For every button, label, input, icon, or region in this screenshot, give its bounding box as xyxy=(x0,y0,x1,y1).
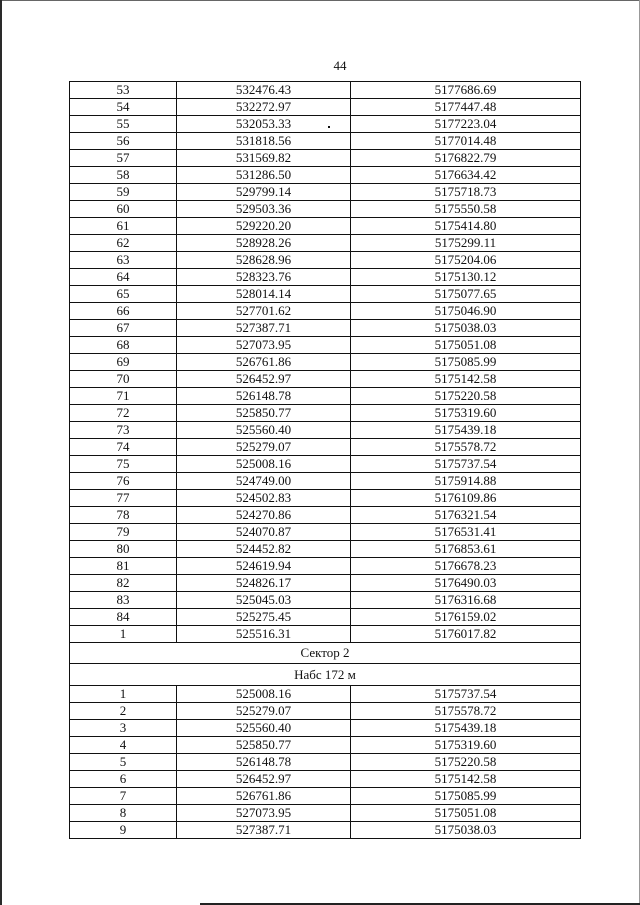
x-coordinate-cell: 529503.36 xyxy=(177,201,351,218)
y-coordinate-cell: 5176822.79 xyxy=(351,150,581,167)
table-row xyxy=(70,805,581,822)
table-row xyxy=(70,456,581,473)
y-coordinate-cell: 5175077.65 xyxy=(351,286,581,303)
table-row xyxy=(70,507,581,524)
table-row xyxy=(70,184,581,201)
table-row xyxy=(70,320,581,337)
y-coordinate-cell: 5175051.08 xyxy=(351,337,581,354)
point-number-cell: 56 xyxy=(70,133,177,150)
table-row xyxy=(70,490,581,507)
y-coordinate-cell: 5176159.02 xyxy=(351,609,581,626)
point-number-cell: 72 xyxy=(70,405,177,422)
y-coordinate-cell: 5176316.68 xyxy=(351,592,581,609)
point-number-cell: 73 xyxy=(70,422,177,439)
point-number-cell: 4 xyxy=(70,737,177,754)
point-number-cell: 62 xyxy=(70,235,177,252)
x-coordinate-cell: 524270.86 xyxy=(177,507,351,524)
x-coordinate-cell: 526761.86 xyxy=(177,354,351,371)
point-number-cell: 71 xyxy=(70,388,177,405)
point-number-cell: 81 xyxy=(70,558,177,575)
point-number-cell: 65 xyxy=(70,286,177,303)
x-coordinate-cell: 528323.76 xyxy=(177,269,351,286)
y-coordinate-cell: 5177686.69 xyxy=(351,82,581,99)
point-number-cell: 69 xyxy=(70,354,177,371)
y-coordinate-cell: 5175319.60 xyxy=(351,737,581,754)
scan-edge-top xyxy=(0,0,640,1)
x-coordinate-cell: 525850.77 xyxy=(177,737,351,754)
point-number-cell: 61 xyxy=(70,218,177,235)
point-number-cell: 70 xyxy=(70,371,177,388)
y-coordinate-cell: 5175220.58 xyxy=(351,754,581,771)
y-coordinate-cell: 5175204.06 xyxy=(351,252,581,269)
table-row xyxy=(70,439,581,456)
x-coordinate-cell: 532476.43 xyxy=(177,82,351,99)
x-coordinate-cell: 526452.97 xyxy=(177,771,351,788)
y-coordinate-cell: 5175439.18 xyxy=(351,422,581,439)
x-coordinate-cell: 527073.95 xyxy=(177,805,351,822)
x-coordinate-cell: 525516.31 xyxy=(177,626,351,643)
table-row xyxy=(70,405,581,422)
y-coordinate-cell: 5177223.04 xyxy=(351,116,581,133)
x-coordinate-cell: 525560.40 xyxy=(177,720,351,737)
table-row xyxy=(70,592,581,609)
x-coordinate-cell: 527073.95 xyxy=(177,337,351,354)
x-coordinate-cell: 527387.71 xyxy=(177,320,351,337)
table-row xyxy=(70,609,581,626)
table-row xyxy=(70,252,581,269)
x-coordinate-cell: 528628.96 xyxy=(177,252,351,269)
point-number-cell: 78 xyxy=(70,507,177,524)
point-number-cell: 59 xyxy=(70,184,177,201)
table-row xyxy=(70,737,581,754)
x-coordinate-cell: 525279.07 xyxy=(177,439,351,456)
height-row xyxy=(70,664,581,686)
point-number-cell: 1 xyxy=(70,686,177,703)
point-number-cell: 7 xyxy=(70,788,177,805)
table-row xyxy=(70,754,581,771)
point-number-cell: 75 xyxy=(70,456,177,473)
point-number-cell: 68 xyxy=(70,337,177,354)
table-row xyxy=(70,371,581,388)
point-number-cell: 74 xyxy=(70,439,177,456)
point-number-cell: 64 xyxy=(70,269,177,286)
x-coordinate-cell: 532272.97 xyxy=(177,99,351,116)
point-number-cell: 55 xyxy=(70,116,177,133)
table-body-top xyxy=(70,82,581,643)
table-row xyxy=(70,167,581,184)
x-coordinate-cell: 524826.17 xyxy=(177,575,351,592)
height-label: Набс 172 м xyxy=(70,664,581,686)
table-row xyxy=(70,788,581,805)
table-row xyxy=(70,150,581,167)
y-coordinate-cell: 5175319.60 xyxy=(351,405,581,422)
point-number-cell: 53 xyxy=(70,82,177,99)
x-coordinate-cell: 524452.82 xyxy=(177,541,351,558)
table-row xyxy=(70,720,581,737)
x-coordinate-cell: 532053.33 xyxy=(177,116,351,133)
x-coordinate-cell: 524619.94 xyxy=(177,558,351,575)
y-coordinate-cell: 5175051.08 xyxy=(351,805,581,822)
y-coordinate-cell: 5175718.73 xyxy=(351,184,581,201)
table-row xyxy=(70,388,581,405)
point-number-cell: 83 xyxy=(70,592,177,609)
table-body-bottom xyxy=(70,686,581,839)
table-row xyxy=(70,686,581,703)
x-coordinate-cell: 527701.62 xyxy=(177,303,351,320)
y-coordinate-cell: 5177014.48 xyxy=(351,133,581,150)
table-row xyxy=(70,524,581,541)
y-coordinate-cell: 5175085.99 xyxy=(351,354,581,371)
x-coordinate-cell: 526148.78 xyxy=(177,388,351,405)
point-number-cell: 8 xyxy=(70,805,177,822)
x-coordinate-cell: 527387.71 xyxy=(177,822,351,839)
table-row xyxy=(70,201,581,218)
x-coordinate-cell: 524502.83 xyxy=(177,490,351,507)
y-coordinate-cell: 5175038.03 xyxy=(351,822,581,839)
y-coordinate-cell: 5175914.88 xyxy=(351,473,581,490)
page-number: 44 xyxy=(333,58,347,73)
y-coordinate-cell: 5175550.58 xyxy=(351,201,581,218)
y-coordinate-cell: 5175085.99 xyxy=(351,788,581,805)
section-header xyxy=(70,643,581,686)
point-number-cell: 6 xyxy=(70,771,177,788)
table-row xyxy=(70,82,581,99)
y-coordinate-cell: 5176853.61 xyxy=(351,541,581,558)
table-row xyxy=(70,575,581,592)
point-number-cell: 58 xyxy=(70,167,177,184)
x-coordinate-cell: 528928.26 xyxy=(177,235,351,252)
y-coordinate-cell: 5176490.03 xyxy=(351,575,581,592)
table-row xyxy=(70,354,581,371)
x-coordinate-cell: 531818.56 xyxy=(177,133,351,150)
point-number-cell: 66 xyxy=(70,303,177,320)
y-coordinate-cell: 5176109.86 xyxy=(351,490,581,507)
point-number-cell: 63 xyxy=(70,252,177,269)
table-row xyxy=(70,422,581,439)
point-number-cell: 60 xyxy=(70,201,177,218)
y-coordinate-cell: 5175220.58 xyxy=(351,388,581,405)
x-coordinate-cell: 524070.87 xyxy=(177,524,351,541)
x-coordinate-cell: 531286.50 xyxy=(177,167,351,184)
point-number-cell: 3 xyxy=(70,720,177,737)
point-number-cell: 54 xyxy=(70,99,177,116)
x-coordinate-cell: 525275.45 xyxy=(177,609,351,626)
point-number-cell: 67 xyxy=(70,320,177,337)
y-coordinate-cell: 5175142.58 xyxy=(351,771,581,788)
y-coordinate-cell: 5175737.54 xyxy=(351,456,581,473)
point-number-cell: 77 xyxy=(70,490,177,507)
sector-row xyxy=(70,643,581,664)
scan-speck xyxy=(328,126,330,128)
y-coordinate-cell: 5176634.42 xyxy=(351,167,581,184)
point-number-cell: 80 xyxy=(70,541,177,558)
x-coordinate-cell: 525279.07 xyxy=(177,703,351,720)
table-row xyxy=(70,626,581,643)
table-row xyxy=(70,558,581,575)
table-row xyxy=(70,822,581,839)
table-row xyxy=(70,99,581,116)
y-coordinate-cell: 5176678.23 xyxy=(351,558,581,575)
y-coordinate-cell: 5177447.48 xyxy=(351,99,581,116)
table-row xyxy=(70,703,581,720)
x-coordinate-cell: 525850.77 xyxy=(177,405,351,422)
y-coordinate-cell: 5175038.03 xyxy=(351,320,581,337)
table-row xyxy=(70,116,581,133)
y-coordinate-cell: 5175414.80 xyxy=(351,218,581,235)
y-coordinate-cell: 5175046.90 xyxy=(351,303,581,320)
x-coordinate-cell: 531569.82 xyxy=(177,150,351,167)
x-coordinate-cell: 525008.16 xyxy=(177,686,351,703)
x-coordinate-cell: 525045.03 xyxy=(177,592,351,609)
y-coordinate-cell: 5175299.11 xyxy=(351,235,581,252)
table-row xyxy=(70,771,581,788)
table-row xyxy=(70,133,581,150)
y-coordinate-cell: 5176017.82 xyxy=(351,626,581,643)
y-coordinate-cell: 5176531.41 xyxy=(351,524,581,541)
table-row xyxy=(70,303,581,320)
x-coordinate-cell: 525008.16 xyxy=(177,456,351,473)
y-coordinate-cell: 5175737.54 xyxy=(351,686,581,703)
y-coordinate-cell: 5175142.58 xyxy=(351,371,581,388)
y-coordinate-cell: 5175578.72 xyxy=(351,439,581,456)
point-number-cell: 9 xyxy=(70,822,177,839)
coordinates-table xyxy=(69,81,581,839)
table-row xyxy=(70,235,581,252)
point-number-cell: 84 xyxy=(70,609,177,626)
table-row xyxy=(70,286,581,303)
point-number-cell: 5 xyxy=(70,754,177,771)
x-coordinate-cell: 526452.97 xyxy=(177,371,351,388)
point-number-cell: 57 xyxy=(70,150,177,167)
y-coordinate-cell: 5175439.18 xyxy=(351,720,581,737)
x-coordinate-cell: 526148.78 xyxy=(177,754,351,771)
x-coordinate-cell: 528014.14 xyxy=(177,286,351,303)
table-row xyxy=(70,337,581,354)
table-row xyxy=(70,269,581,286)
table-row xyxy=(70,473,581,490)
scan-edge-left xyxy=(0,0,2,905)
point-number-cell: 2 xyxy=(70,703,177,720)
x-coordinate-cell: 529220.20 xyxy=(177,218,351,235)
y-coordinate-cell: 5176321.54 xyxy=(351,507,581,524)
point-number-cell: 79 xyxy=(70,524,177,541)
point-number-cell: 1 xyxy=(70,626,177,643)
point-number-cell: 82 xyxy=(70,575,177,592)
y-coordinate-cell: 5175130.12 xyxy=(351,269,581,286)
x-coordinate-cell: 524749.00 xyxy=(177,473,351,490)
y-coordinate-cell: 5175578.72 xyxy=(351,703,581,720)
x-coordinate-cell: 526761.86 xyxy=(177,788,351,805)
sector-label: Сектор 2 xyxy=(70,643,581,664)
x-coordinate-cell: 525560.40 xyxy=(177,422,351,439)
point-number-cell: 76 xyxy=(70,473,177,490)
table-row xyxy=(70,218,581,235)
x-coordinate-cell: 529799.14 xyxy=(177,184,351,201)
table-row xyxy=(70,541,581,558)
